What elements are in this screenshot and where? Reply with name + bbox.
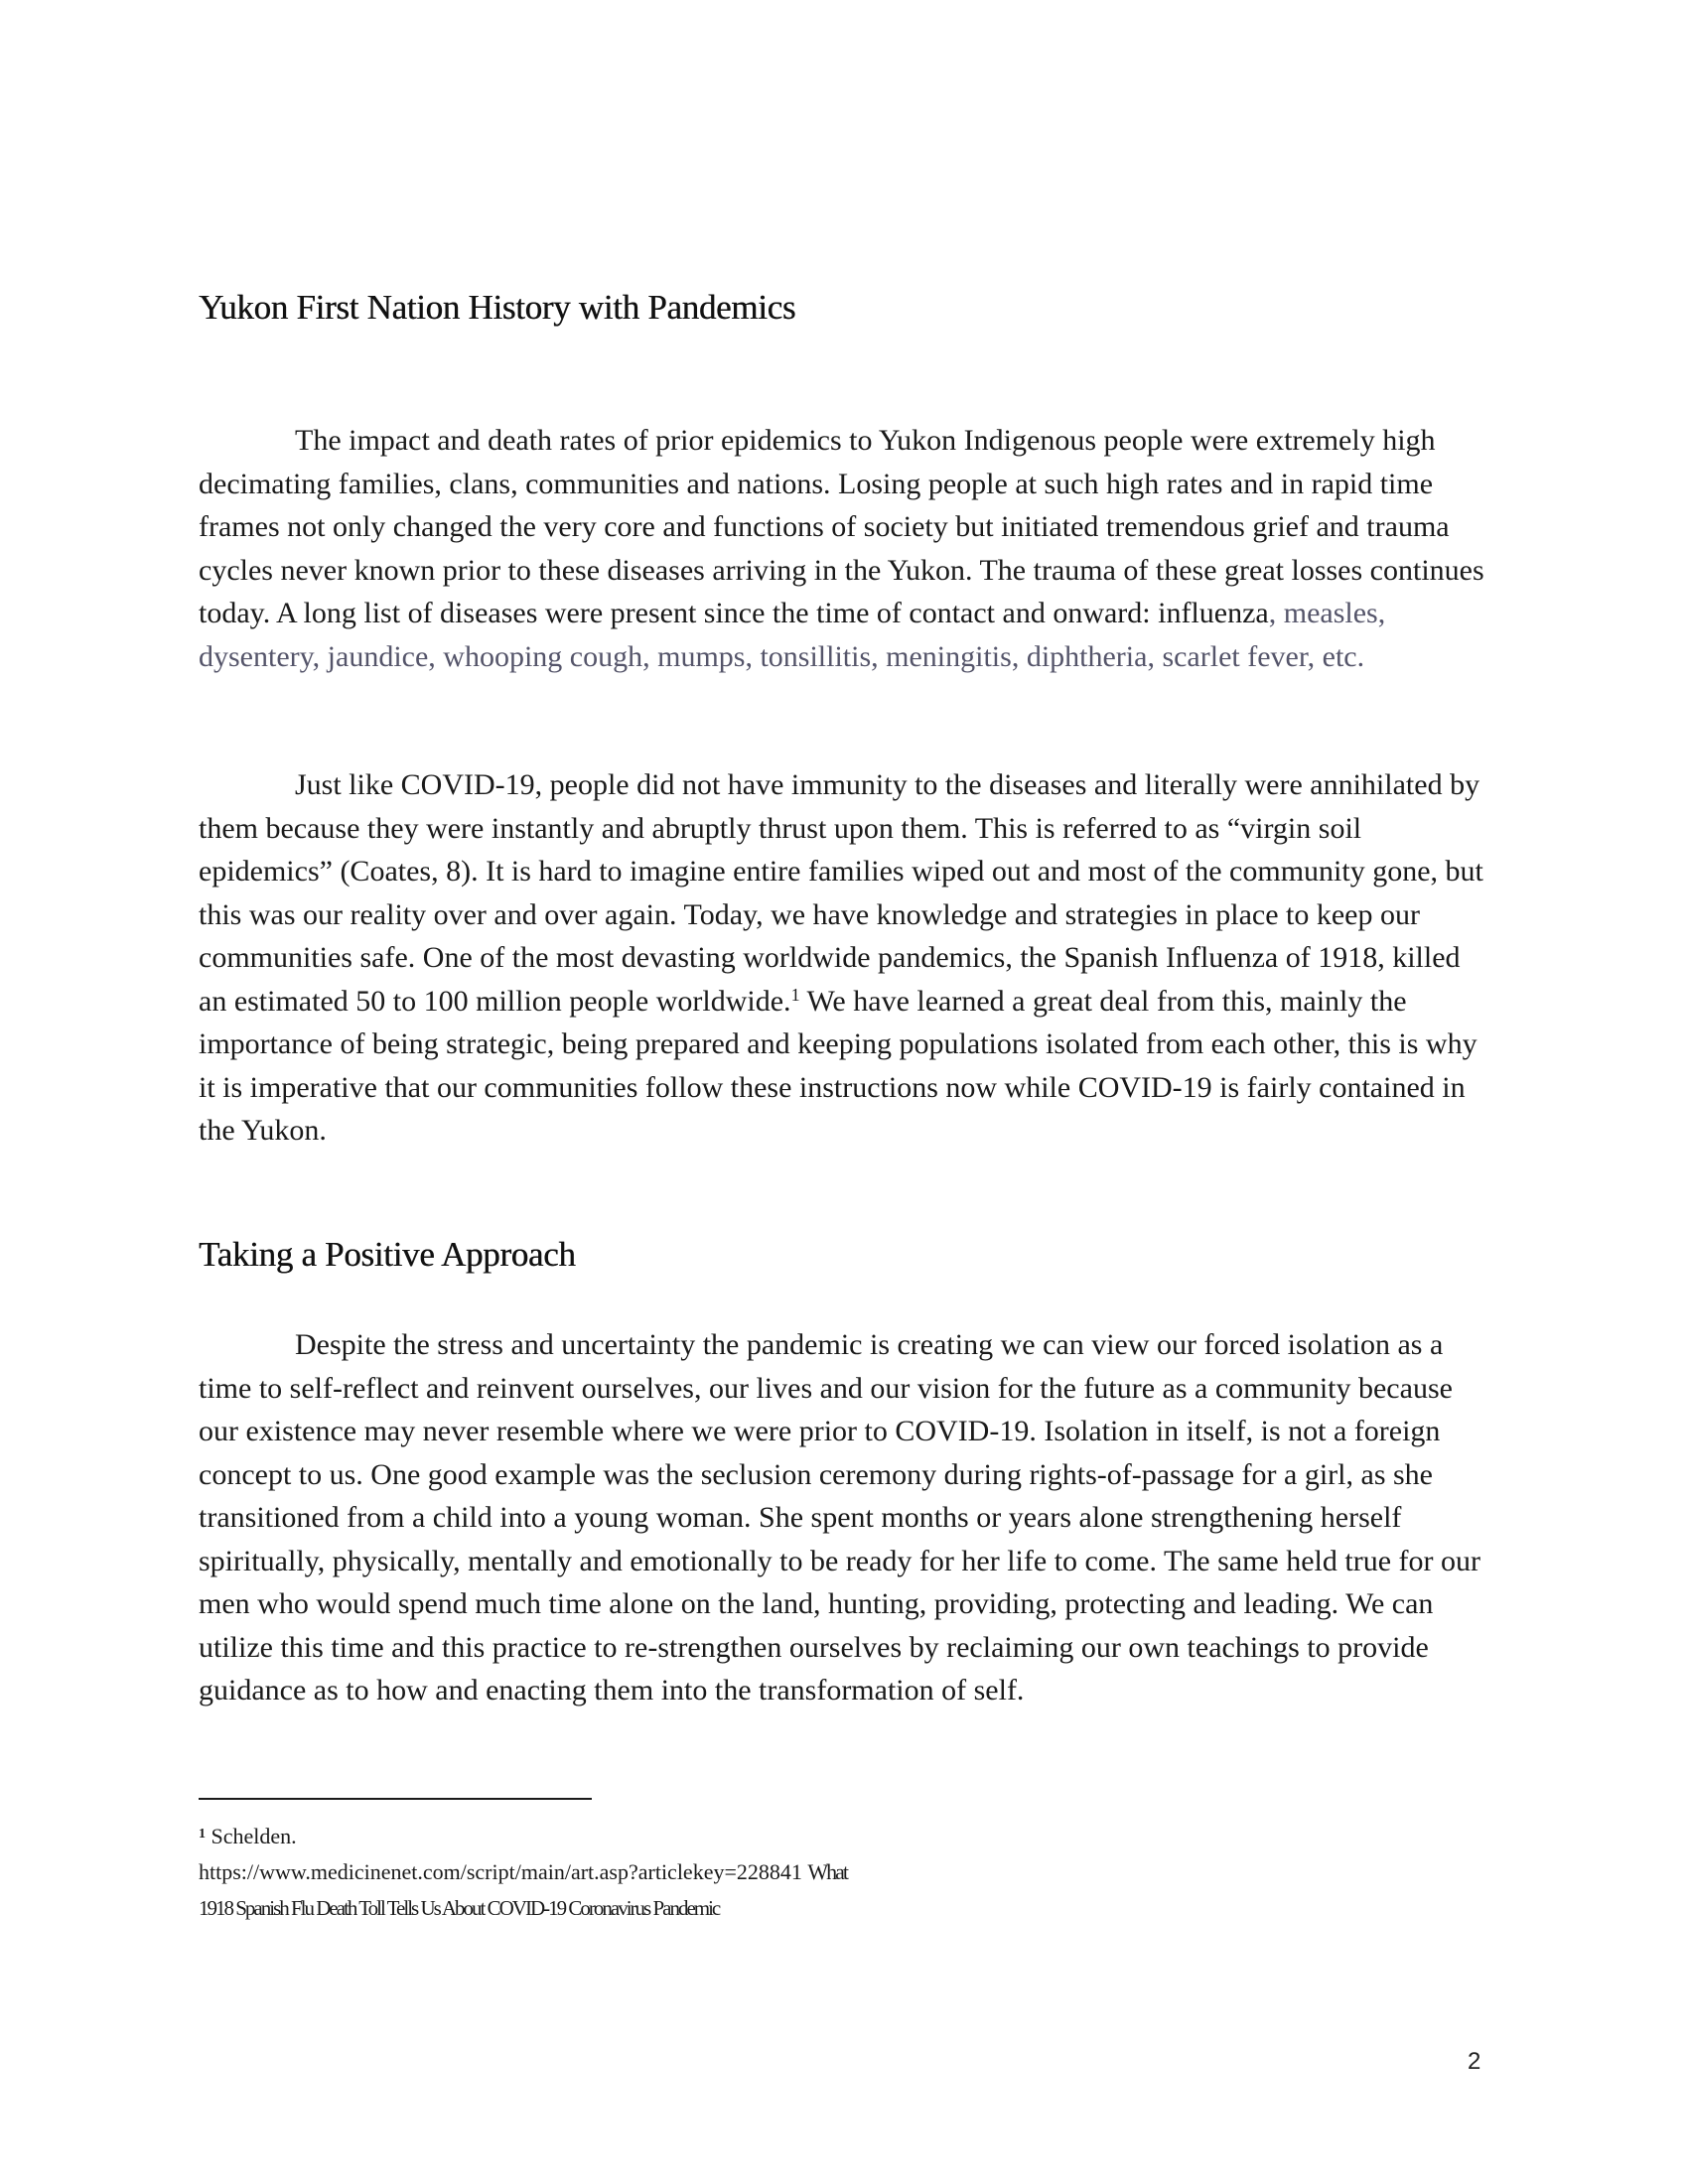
paragraph-text: Just like COVID-19, people did not have immunity to the diseases and literally were annihilated by them because they were instantly and abruptly thrust upon them. This is referred to as “virgin soil epidemics” (Coates, 8). It is hard to imagine entire families wiped out and most of the community gone, but this was our reality over and over again. Today, we have knowledge and strategies in place to keep our communities safe. One of the most devasting worldwide pandemics, the Spanish Influenza of 1918, killed an estimated 50 to 100 million people worldwide. (199, 768, 1483, 1018)
footnote-title-line (199, 1896, 1390, 1921)
footnote-reference[interactable]: 1 (790, 984, 800, 1005)
footnote-title-start: What (807, 1859, 848, 1884)
page-number: 2 (1468, 2048, 1481, 2075)
paragraph-text: The impact and death rates of prior epidemics to Yukon Indigenous people were extremely high decimating families, clans, communities and nations. Losing people at such high rates and in rapid time frames not only changed the very core and functions of society but initiated tremendous grief and trauma cycles never known prior to these diseases arriving in the Yukon. The trauma of these great losses continues today. A long list of diseases were present since the time of contact and onward: influenza (199, 424, 1484, 629)
section-heading-pandemic-history: Yukon First Nation History with Pandemics (199, 288, 796, 327)
footnote-number: 1 (199, 1827, 206, 1842)
footnote-url-link[interactable]: https://www.medicinenet.com/script/main/art.asp?articlekey=228841 (199, 1859, 802, 1884)
footnote-author: Schelden. (211, 1824, 297, 1848)
paragraph-covid-comparison (199, 763, 1489, 1153)
footnote-url-line (199, 1859, 1390, 1885)
paragraph-text: Despite the stress and uncertainty the pandemic is creating we can view our forced isolation as a time to self-reflect and reinvent ourselves, our lives and our vision for the future as a community because our existence may never resemble where we were prior to COVID-19. Isolation in itself, is not a foreign concept to us. One good example was the seclusion ceremony during rights-of-passage for a girl, as she transitioned from a child into a young woman. She spent months or years alone strengthening herself spiritually, physically, mentally and emotionally to be ready for her life to come. The same held true for our men who would spend much time alone on the land, hunting, providing, protecting and leading. We can utilize this time and this practice to re-strengthen ourselves by reclaiming our own teachings to provide guidance as to how and enacting them into the transformation of self. (199, 1328, 1480, 1706)
section-heading-positive-approach: Taking a Positive Approach (199, 1235, 576, 1274)
paragraph-epidemic-impact (199, 419, 1489, 678)
disease-list-text: , measles, dysentery, jaundice, whooping cough, mumps, tonsillitis, meningitis, diphtheria, scarlet fever, etc. (199, 597, 1386, 673)
paragraph-text-continued: We have learned a great deal from this, mainly the importance of being strategic, being prepared and keeping populations isolated from each other, this is why it is imperative that our communities follow these instructions now while COVID-19 is fairly contained in the Yukon. (199, 984, 1477, 1147)
footnote-title: 1918 Spanish Flu Death Toll Tells Us About COVID-19 Coronavirus Pandemic (199, 1896, 720, 1920)
paragraph-isolation-reflection (199, 1323, 1489, 1712)
footnote-author-line (199, 1824, 1390, 1849)
footnote-separator (199, 1798, 592, 1800)
